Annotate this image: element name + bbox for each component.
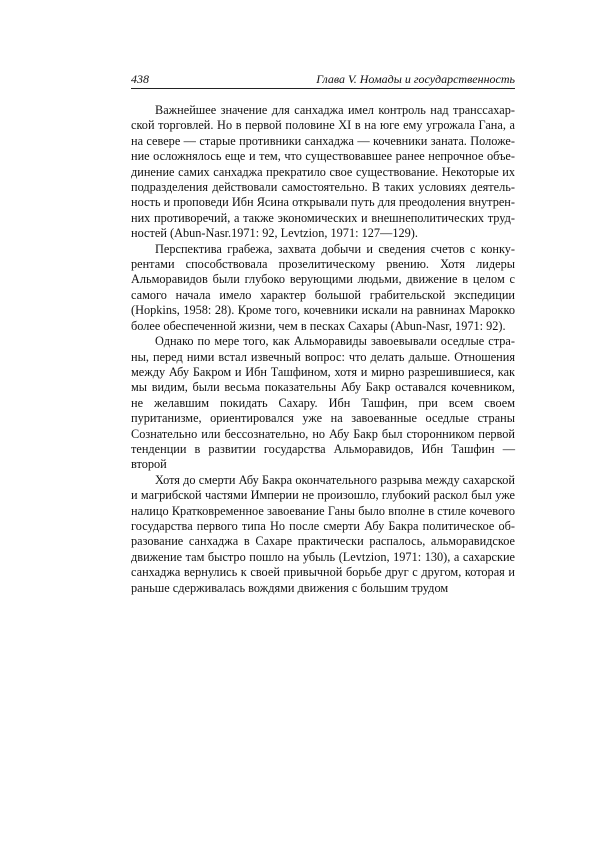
paragraph: Однако по мере того, как Альморавиды завоевывали оседлые страны, перед ними встал извечный вопрос: что делать дальше. Отношения между Абу Бакром и Ибн Ташфином, хотя и мирно разрешившиеся, как мы видим, были весьма показательны Абу Бакр оставался кочевником, не желавшим покидать Сахару. Ибн Ташфин, при всем своем пуританизме, ориентировался уже на завоеванные оседлые страны Сознательно или бессознательно, но Абу Бакр был сторонником первой тенденции в развитии государства Альморавидов, Ибн Ташфин — второй — [131, 334, 515, 472]
header-divider — [131, 88, 515, 89]
paragraph: Важнейшее значение для санхаджа имел контроль над транссахарской торговлей. Но в первой половине XI в на юге ему угрожала Гана, а на севере — старые противники санхаджа — кочевники зaната. Положение осложнялось еще и тем, что существовавшее ранее непрочное объединение самих санхаджа прекратило свое существование. Некоторые их подразделения действовали самостоятельно. В таких условиях деятельность и проповеди Ибн Ясина открывали путь для преодоления внутренних противоречий, а также экономических и внешнеполитических трудностей (Abun-Nasr.1971: 92, Levtzion, 1971: 127—129). — [131, 103, 515, 241]
paragraph: Перспектива грабежа, захвата добычи и сведения счетов с конкурентами способствовала прозелитическому рвению. Хотя лидеры Альморавидов были глубоко верующими людьми, движение в целом с самого начала имело характер большой грабительской экспедиции (Hopkins, 1958: 28). Кроме того, кочевники искали на равнинах Марокко более обеспеченной жизни, чем в песках Сахары (Abun-Nasr, 1971: 92). — [131, 241, 515, 333]
chapter-title: Глава V. Номады и государственность — [316, 72, 515, 86]
page-number: 438 — [131, 72, 149, 86]
paragraph: Хотя до смерти Абу Бакра окончательного разрыва между сахарской и магрибской частями Империи не произошло, глубокий раскол был уже налицо Кратковременное завоевание Ганы было вполне в стиле кочевого государства первого типа Но после смерти Абу Бакра политическое образование санхаджа в Сахаре практически распалось, альморавидское движение там быстро пошло на убыль (Levtzion, 1971: 130), а сахарские санхаджа вернулись к своей привычной борьбе друг с другом, которая и раньше сдерживалась вождями движения с большим трудом — [131, 472, 515, 595]
body-text — [131, 103, 515, 596]
running-head — [131, 71, 515, 87]
